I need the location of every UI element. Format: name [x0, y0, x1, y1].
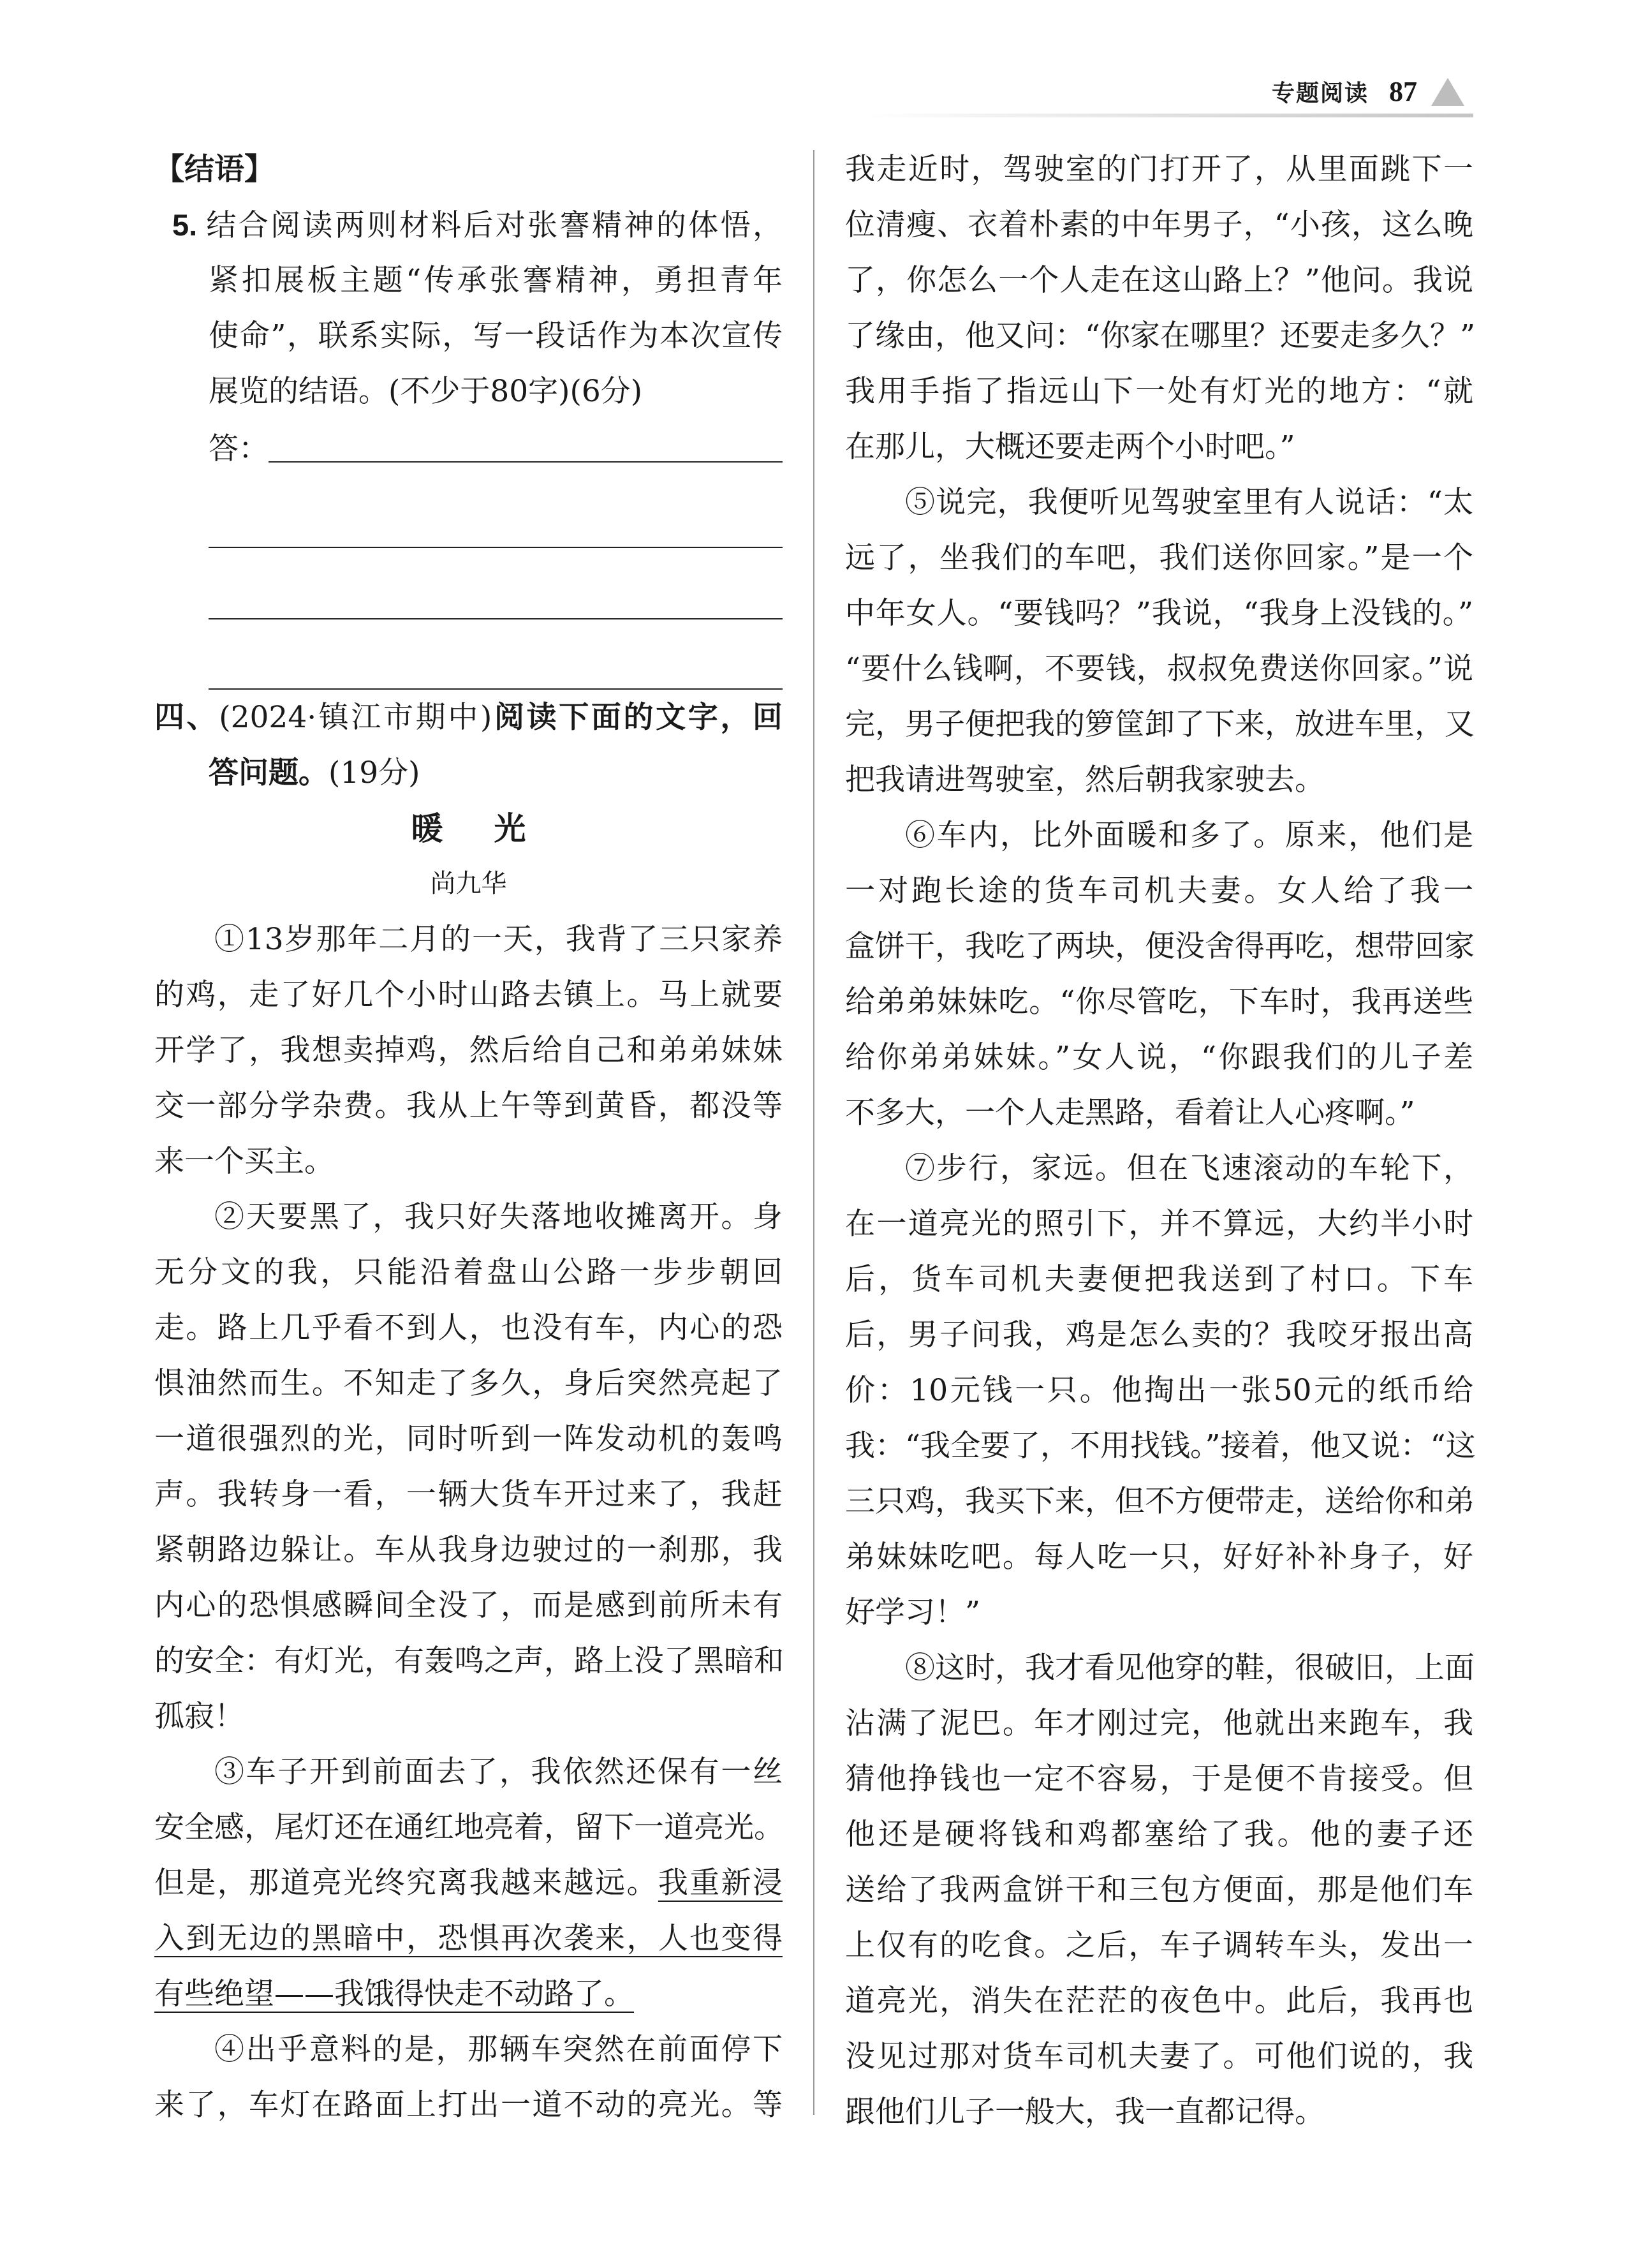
triangle-marker-icon — [1431, 78, 1464, 106]
left-column — [154, 142, 783, 2133]
answer-line[interactable] — [209, 548, 783, 619]
paragraph-line: 交一部分学杂费。我从上午等到黄昏，都没等 — [154, 1088, 783, 1123]
paragraph-line: 好学习！” — [845, 1595, 981, 1630]
page-header — [1272, 75, 1464, 108]
paragraph-line: 送给了我两盒饼干和三包方便面，那是他们车 — [845, 1872, 1473, 1908]
paragraph-line: ⑥车内，比外面暖和多了。原来，他们是 — [905, 818, 1473, 853]
paragraph-line: ②天要黑了，我只好失落地收摊离开。身 — [214, 1199, 783, 1234]
paragraph-line — [154, 1966, 783, 2022]
paragraph-line: ③车子开到前面去了，我依然还保有一丝 — [214, 1754, 783, 1790]
paragraph-line: 中年女人。“要钱吗？”我说，“我身上没钱的。” — [845, 596, 1473, 631]
paragraph-line: 不多大，一个人走黑路，看着让人心疼啊。” — [845, 1095, 1415, 1130]
paragraph-line: 远了，坐我们的车吧，我们送你回家。”是一个 — [845, 540, 1473, 575]
question-number: 5. — [172, 208, 198, 242]
question-5-line: 紧扣展板主题“传承张謇精神，勇担青年 — [209, 263, 783, 298]
section-4-heading-cont: 答问题。(19分) — [209, 755, 420, 790]
paragraph-line: 安全感，尾灯还在通红地亮着，留下一道亮光。 — [154, 1810, 784, 1845]
paragraph-line: 他还是硬将钱和鸡都塞给了我。他的妻子还 — [845, 1817, 1473, 1852]
paragraph-line: 完，男子便把我的箩筐卸了下来，放进车里，又 — [845, 707, 1475, 742]
underlined-sentence: 我重新浸 — [658, 1865, 783, 1901]
column-divider — [813, 150, 814, 2115]
paragraph-line: 给弟弟妹妹吃。“你尽管吃，下车时，我再送些 — [845, 984, 1473, 1019]
paragraph-line: 后，货车司机夫妻便把我送到了村口。下车 — [845, 1262, 1473, 1297]
paragraph-line: 价：10元钱一只。他掏出一张50元的纸币给 — [845, 1373, 1473, 1408]
paragraph-line: 紧朝路边躲让。车从我身边驶过的一刹那，我 — [154, 1532, 783, 1568]
paragraph-line: 猜他挣钱也一定不容易，于是便不肯接受。但 — [845, 1761, 1473, 1797]
paragraph-line: 一对跑长途的货车司机夫妻。女人给了我一 — [845, 873, 1473, 908]
paragraph-line: 内心的恐惧感瞬间全没了，而是感到前所未有 — [154, 1588, 783, 1623]
paragraph-line: 上仅有的吃食。之后，车子调转车头，发出一 — [845, 1928, 1473, 1963]
paragraph-line: 了，你怎么一个人走在这山路上？”他问。我说 — [845, 263, 1473, 298]
section-label: 【结语】 — [154, 152, 274, 187]
paragraph-line: 来了，车灯在路面上打出一道不动的亮光。等 — [154, 2087, 783, 2123]
paragraph-line: 没见过那对货车司机夫妻了。可他们说的，我 — [845, 2039, 1473, 2074]
paragraph-line: 我：“我全要了，不用找钱。”接着，他又说：“这 — [845, 1428, 1476, 1464]
paragraph-line: 了缘由，他又问：“你家在哪里？还要走多久？” — [845, 318, 1476, 353]
paragraph-line: 我走近时，驾驶室的门打开了，从里面跳下一 — [845, 152, 1473, 187]
paragraph-line: 无分文的我，只能沿着盘山公路一步步朝回 — [154, 1255, 783, 1290]
paragraph-line: 沾满了泥巴。年才刚过完，他就出来跑车，我 — [845, 1706, 1473, 1741]
paragraph-line: 在一道亮光的照引下，并不算远，大约半小时 — [845, 1206, 1473, 1241]
paragraph-line: ①13岁那年二月的一天，我背了三只家养 — [214, 922, 783, 957]
paragraph-line: 孤寂！ — [154, 1699, 244, 1734]
paragraph-line: 声。我转身一看，一辆大货车开过来了，我赶 — [154, 1477, 783, 1512]
paragraph-line: 道亮光，消失在茫茫的夜色中。此后，我再也 — [845, 1983, 1473, 2019]
article-title: 暖光 — [411, 810, 577, 847]
header-title: 专题阅读 — [1271, 80, 1369, 107]
paragraph-line: 跟他们儿子一般大，我一直都记得。 — [845, 2094, 1325, 2130]
question-5-line: 5. 结合阅读两则材料后对张謇精神的体悟， — [154, 197, 783, 253]
question-5-line: 展览的结语。(不少于80字)(6分) — [209, 374, 643, 409]
answer-line[interactable] — [269, 461, 783, 463]
paragraph-line: 走。路上几乎看不到人，也没有车，内心的恐 — [154, 1310, 783, 1345]
answer-line[interactable] — [209, 477, 783, 548]
question-5-line: 使命”，联系实际，写一段话作为本次宣传 — [209, 318, 783, 353]
paragraph-line: ④出乎意料的是，那辆车突然在前面停下 — [214, 2032, 783, 2067]
paragraph-line: 给你弟弟妹妹。”女人说，“你跟我们的儿子差 — [845, 1040, 1473, 1075]
paragraph-line: 把我请进驾驶室，然后朝我家驶去。 — [845, 762, 1325, 797]
paragraph-line: 三只鸡，我买下来，但不方便带走，送给你和弟 — [845, 1484, 1475, 1519]
paragraph-line: ⑧这时，我才看见他穿的鞋，很破旧，上面 — [905, 1650, 1475, 1686]
paragraph-line: 的安全：有灯光，有轰鸣之声，路上没了黑暗和 — [154, 1643, 784, 1679]
paragraph-line: ⑦步行，家远。但在飞速滚动的车轮下， — [905, 1151, 1473, 1186]
paragraph-line — [154, 1911, 783, 1966]
header-rule — [867, 114, 1473, 117]
paragraph-line: 开学了，我想卖掉鸡，然后给自己和弟弟妹妹 — [154, 1033, 783, 1068]
section-4-heading: 四、(2024·镇江市期中)阅读下面的文字，回 — [154, 700, 783, 735]
paragraph-line: 一道很强烈的光，同时听到一阵发动机的轰鸣 — [154, 1421, 783, 1456]
page-number: 87 — [1389, 76, 1417, 107]
paragraph-line: 在那儿，大概还要走两个小时吧。” — [845, 429, 1295, 464]
paragraph-line: 位清瘦、衣着朴素的中年男子，“小孩，这么晚 — [845, 207, 1473, 242]
paragraph-line: 来一个买主。 — [154, 1144, 334, 1179]
answer-area[interactable] — [154, 419, 783, 477]
paragraph-line: 我用手指了指远山下一处有灯光的地方：“就 — [845, 374, 1473, 409]
paragraph-line: ⑤说完，我便听见驾驶室里有人说话：“太 — [905, 485, 1473, 520]
right-column — [845, 142, 1476, 2140]
answer-line[interactable] — [209, 619, 783, 690]
paragraph-line: 但是，那道亮光终究离我越来越远。我重新浸 — [154, 1865, 783, 1901]
underlined-sentence: 入到无边的黑暗中，恐惧再次袭来，人也变得 — [154, 1921, 783, 1956]
paragraph-line: 惧油然而生。不知走了多久，身后突然亮起了 — [154, 1366, 783, 1401]
answer-label: 答： — [209, 431, 269, 466]
paragraph-line: “要什么钱啊，不要钱，叔叔免费送你回家。”说 — [845, 651, 1473, 686]
paragraph-line: 弟妹妹吃吧。每人吃一只，好好补补身子，好 — [845, 1539, 1473, 1575]
underlined-sentence: 有些绝望——我饿得快走不动路了。 — [154, 1976, 634, 2012]
paragraph-line: 后，男子问我，鸡是怎么卖的？我咬牙报出高 — [845, 1317, 1473, 1353]
article-author: 尚九华 — [430, 869, 507, 898]
paragraph-line: 盒饼干，我吃了两块，便没舍得再吃，想带回家 — [845, 929, 1475, 964]
paragraph-line: 的鸡，走了好几个小时山路去镇上。马上就要 — [154, 977, 783, 1012]
